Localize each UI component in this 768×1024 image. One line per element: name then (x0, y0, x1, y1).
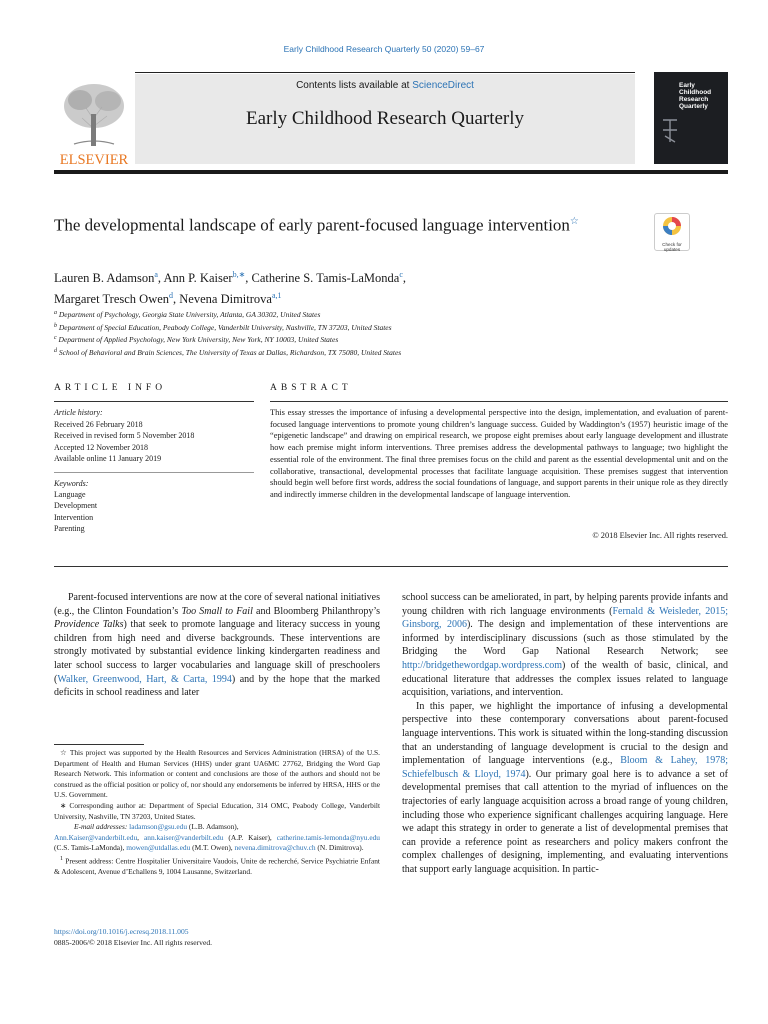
footnote-mark: ∗ (60, 800, 67, 810)
affiliation-text: School of Behavioral and Brain Sciences, The University of Texas at Dallas, Richardson, TX 75080, United States (58, 347, 402, 357)
email-owner: (L.B. Adamson), (187, 822, 239, 832)
abstract-rule (270, 401, 728, 402)
title-footnote-mark[interactable]: ☆ (569, 216, 579, 227)
author-affiliation-mark[interactable]: d (169, 291, 174, 300)
affiliation-mark: b (54, 322, 57, 329)
doi-block (54, 926, 380, 948)
author[interactable] (54, 271, 158, 285)
funding-footnote (54, 748, 380, 801)
footnote-mark: ☆ (60, 748, 68, 757)
body-text: and Bloomberg Philanthropy’s (252, 605, 381, 617)
program-name: Too Small to Fail (181, 605, 253, 617)
author-affiliation-mark[interactable]: b,∗ (232, 270, 246, 279)
front-matter-rule (54, 566, 728, 567)
author-affiliation-mark[interactable]: c (399, 270, 403, 279)
issn-copyright: 0885-2006/© 2018 Elsevier Inc. All rights reserved. (54, 938, 213, 947)
keywords-divider (54, 472, 254, 473)
email-separator: , (137, 832, 144, 842)
body-text: school success can be ameliorated, in part, by helping parents provide infants and young children with rich language environments ( (402, 592, 729, 617)
author-affiliation-mark[interactable]: a,1 (271, 291, 282, 300)
affiliation (54, 321, 674, 334)
cover-title-line: Research (679, 96, 709, 103)
author[interactable] (179, 292, 281, 306)
footnote-text: This project was supported by the Health Resources and Services Administration (HRSA) of the U.S. Department of Health and Human Services (HHS) under grant UA6MC 27762, Bridging the Word Gap Research Network. This information or content and conclusions are those of the authors and should not be construed as the official position or policy of, nor should any endorsements be inferred by HRSA, HHS or the U.S. Government. (54, 748, 380, 800)
article-info-rule (54, 401, 254, 402)
body-text: In this paper, we highlight the importance of infusing a developmental perspective into these contemporary conversations about parent-focused language interventions. This work is situated within the long-standing discussion that an understanding of language development is crucial to the design and implementation of language interventions (e.g., (402, 700, 728, 767)
author-list (54, 266, 674, 308)
affiliation (54, 346, 674, 359)
email-footnote-continued (54, 833, 380, 854)
author[interactable] (54, 292, 173, 306)
affiliation (54, 333, 674, 346)
keywords-label: Keywords: (54, 479, 89, 488)
email-link[interactable]: nevena.dimitrova@chuv.ch (234, 843, 316, 853)
body-text: ). Our primary goal here is to advance a set of developmental premises that call attention to the myriad of influences on the trajectories of early language acquisition across a broad range of young children, including those who experience significant challenges acquiring language. Here we adapt this strategy in order to generate a list of developmental premises that can provide a reference point as researchers and policy makers confront the complex challenges of designing, implementing, and evaluating interventions that support early language acquisition. In partic- (402, 768, 728, 875)
program-name: Providence Talks (54, 619, 124, 631)
elsevier-logo[interactable] (54, 74, 134, 168)
author[interactable] (163, 271, 245, 285)
check-for-updates-badge[interactable] (654, 213, 690, 251)
email-link[interactable]: mowen@utdallas.edu (126, 843, 191, 853)
author-name: Catherine S. Tamis-LaMonda (251, 271, 400, 285)
author-name: Lauren B. Adamson (54, 271, 155, 285)
author[interactable] (252, 271, 403, 285)
body-text: ). The design and implementation of these interventions are informed by interdisciplinary discussions (such as those stimulated by the Bridging the Word Gap National Research Network; see (402, 619, 728, 658)
body-text: Parent-focused interventions are now at the core of several national initiatives (e.g., the Clinton Foundation’s (54, 592, 380, 617)
footnotes (54, 748, 380, 878)
abstract-copyright: © 2018 Elsevier Inc. All rights reserved. (592, 531, 728, 540)
affiliation-mark: d (54, 347, 57, 354)
body-text: ) that seek to promote language and literacy success in young children from high need and diverse backgrounds. These interventions are strongly motivated by substantial evidence linking kindergarten readiness and later school success to larger vocabularies and language skill of preschoolers ( (54, 619, 380, 685)
doi-link[interactable]: https://doi.org/10.1016/j.ecresq.2018.11.005 (54, 927, 189, 936)
article-info-heading: ARTICLE INFO (54, 383, 167, 393)
cover-title-line: Early (679, 82, 695, 89)
body-column-left (54, 591, 380, 700)
cover-title-line: Quarterly (679, 103, 708, 110)
email-link[interactable]: ann.kaiser@vanderbilt.edu (143, 832, 224, 842)
history-item: Received 26 February 2018 (54, 419, 143, 429)
publisher-wordmark: ELSEVIER (59, 152, 129, 168)
author-name: Ann P. Kaiser (163, 271, 233, 285)
cover-title (679, 82, 711, 110)
footnote-rule (54, 744, 144, 745)
email-link[interactable]: ladamson@gsu.edu (129, 822, 188, 832)
citation-link[interactable]: Fernald & Weisleder, 2015; Ginsborg, 2006 (402, 605, 728, 631)
email-link[interactable]: Ann.Kaiser@vanderbilt.edu (54, 832, 138, 842)
footnote-text: Present address: Centre Hospitalier Universitaire Vaudois, Unite de recherché, Service Psychiatrie Enfant & Adolescent, Avenue d’Echallens 9, 1004 Lausanne, Switzerland. (54, 856, 380, 876)
citation-link[interactable]: Bloom & Lahey, 1978; Schiefelbusch & Lloyd, 1974 (402, 755, 728, 780)
footnote-text: Corresponding author at: Department of Special Education, 314 OMC, Peabody College, Vanderbilt University, Nashville, TN 37203, United States. (54, 800, 380, 821)
author-separator: , (402, 271, 407, 285)
abstract-text: This essay stresses the importance of infusing a developmental perspective into the design, implementation, and evaluation of parent-focused language interventions to promote young children’s language success. Guided by Waddington’s (1957) heuristic image of the “epigenetic landscape” and drawing on empirical research, we propose eight premises about early language development and illustrate how each premise might inform interventions. Three premises address the developmental pathways to language; two highlight the essential role of the environment. The final three premises focus on the child and parent as the essential developmental unit and on the collaborative, transactional, developmental processes that facilitate language acquisition. These premises suggest that intervention should begin well before first words, address the social foundations of language, and support parents in their unique role as they directly and indirectly immerse children in the developmental landscape of language intervention. (270, 408, 728, 499)
history-item: Available online 11 January 2019 (54, 454, 162, 464)
keyword-list (54, 478, 254, 534)
affiliation-text: Department of Psychology, Georgia State University, Atlanta, GA 30302, United States (58, 310, 321, 319)
affiliation-mark: a (54, 310, 57, 316)
history-label: Article history: (54, 408, 103, 417)
contents-availability (135, 80, 635, 91)
affiliation (54, 308, 674, 321)
affiliation-text: Department of Special Education, Peabody College, Vanderbilt University, Nashville, TN 37203, United States (58, 322, 392, 332)
affiliation-mark: c (54, 335, 57, 342)
corresponding-author-footnote (54, 801, 380, 822)
affiliation-text: Department of Applied Psychology, New York University, New York, NY 10003, United States (58, 335, 339, 345)
author-separator: , (157, 271, 164, 285)
sciencedirect-link[interactable]: ScienceDirect (412, 80, 474, 91)
crossmark-label: Check for (662, 242, 682, 247)
article-title (54, 211, 634, 237)
body-text: ) of the wealth of basic, clinical, and educational literature that addresses the complex issues related to language acquisition, variations, and intervention. (402, 659, 728, 699)
journal-reference-link[interactable]: Early Childhood Research Quarterly 50 (2020) 59–67 (283, 44, 485, 54)
keyword: Development (54, 501, 98, 511)
cover-emblem-icon (660, 116, 680, 144)
present-address-footnote (54, 854, 380, 878)
body-paragraph (402, 591, 728, 700)
email-owner: (N. Dimitrova). (315, 843, 364, 853)
author-separator: , (245, 271, 252, 285)
crossmark-label: updates (663, 247, 681, 252)
article-history (54, 407, 254, 465)
keyword: Language (54, 490, 86, 500)
footnote-mark: 1 (60, 855, 64, 862)
email-owner: (M.T. Owen), (190, 843, 233, 853)
citation-link[interactable]: Walker, Greenwood, Hart, & Carta, 1994 (57, 673, 232, 685)
email-owner: (A.P. Kaiser), (223, 832, 272, 842)
body-paragraph (402, 700, 728, 877)
contents-prefix: Contents lists available at (296, 80, 413, 91)
keyword: Intervention (54, 512, 94, 522)
body-column-right (402, 591, 728, 876)
affiliation-list (54, 308, 674, 358)
author-name: Margaret Tresch Owen (54, 292, 170, 306)
body-paragraph (54, 591, 380, 700)
elsevier-tree-icon (54, 74, 134, 168)
body-text: ) and by the hope that the marked deficits in school readiness and later (54, 673, 380, 699)
email-link[interactable]: catherine.tamis-lemonda@nyu.edu (276, 832, 380, 842)
abstract-heading: ABSTRACT (270, 383, 352, 393)
journal-name[interactable]: Early Childhood Research Quarterly (245, 108, 525, 129)
author-name: Nevena Dimitrova (179, 292, 272, 306)
email-owner: (C.S. Tamis-LaMonda), (54, 843, 125, 853)
email-label: E-mail addresses: (74, 822, 130, 832)
article-title-text: The developmental landscape of early parent-focused language intervention (54, 215, 570, 235)
history-item: Accepted 12 November 2018 (54, 442, 148, 452)
journal-cover-thumbnail[interactable] (654, 72, 728, 164)
history-item: Received in revised form 5 November 2018 (54, 431, 195, 441)
masthead-top-rule (135, 72, 635, 73)
crossmark-icon (655, 214, 689, 238)
cover-title-line: Childhood (679, 89, 712, 96)
keyword: Parenting (54, 523, 85, 533)
external-url-link[interactable]: http://bridgethewordgap.wordpress.com (402, 659, 562, 671)
email-footnote (54, 822, 380, 833)
masthead-bottom-rule (54, 170, 728, 174)
author-affiliation-mark[interactable]: a (154, 270, 158, 279)
author-separator: , (173, 292, 180, 306)
